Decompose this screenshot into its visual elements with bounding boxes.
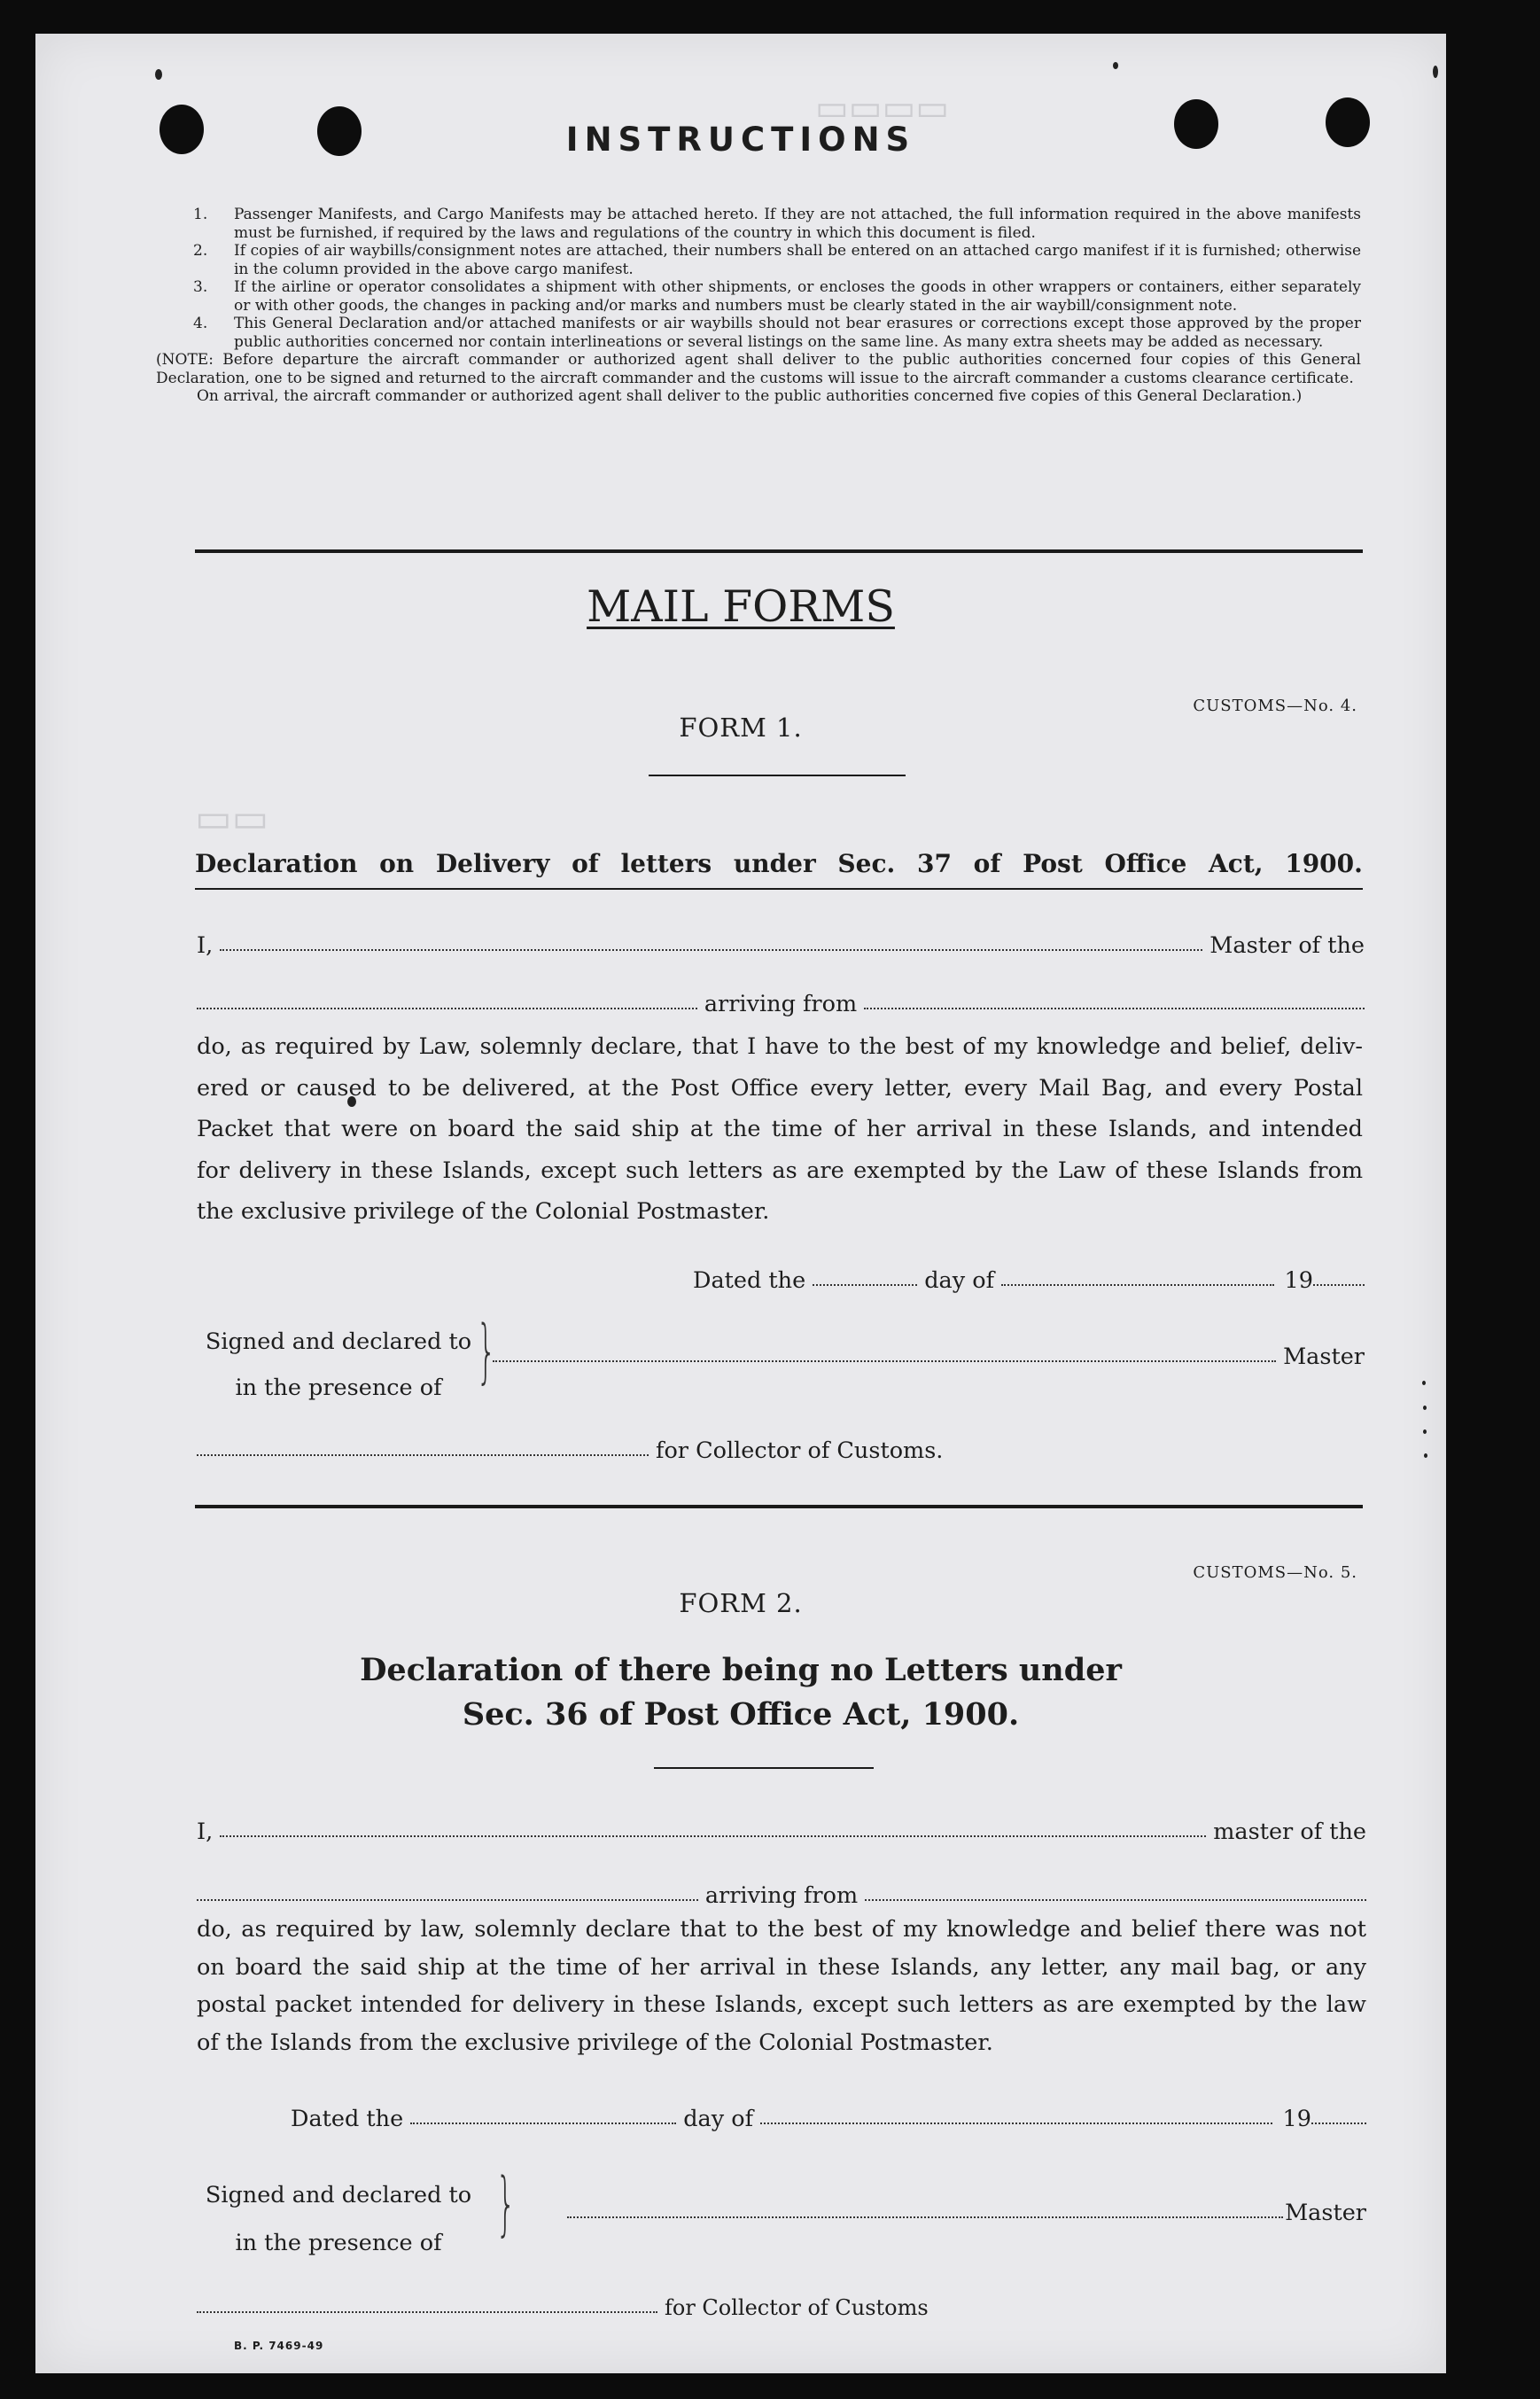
collector-signature-field[interactable] bbox=[197, 1449, 649, 1456]
speck bbox=[1423, 1406, 1427, 1410]
speck bbox=[155, 69, 162, 80]
declaration-heading-word: on bbox=[379, 849, 415, 878]
i-label: I, bbox=[197, 932, 214, 959]
form1-master-line bbox=[197, 932, 1365, 959]
declaration-line: Packet that were on board the said ship at the time of her arrival in these Islands, and intended bbox=[197, 1116, 1363, 1142]
speck bbox=[1422, 1381, 1426, 1385]
form1-master-signature-line bbox=[493, 1344, 1365, 1370]
declaration-heading-word: Office bbox=[1104, 849, 1187, 878]
declaration-heading-word: of bbox=[572, 849, 599, 878]
presence-of-label: in the presence of bbox=[235, 1375, 442, 1401]
instruction-text: If the airline or operator consolidates a shipment with other shipments, or encloses the goods in other wrappers or containers, either separately or with other goods, the changes in packing and/or marks and numbers must be clearly stated in the air waybill/consignment note. bbox=[234, 278, 1361, 315]
declaration-heading-word: Delivery bbox=[435, 849, 550, 878]
master-name-field[interactable] bbox=[220, 1830, 1206, 1837]
bleed-through-mark: ▭▭ bbox=[195, 796, 269, 841]
document-page bbox=[35, 34, 1446, 2373]
master-label: Master bbox=[1283, 1344, 1365, 1370]
i-label: I, bbox=[197, 1819, 214, 1845]
form2-title-rule bbox=[654, 1767, 874, 1769]
brace-icon: } bbox=[476, 1312, 496, 1391]
declaration-line: for delivery in these Islands, except such letters as are exempted by the Law of these Islands from bbox=[197, 1157, 1363, 1184]
declaration-line: on board the said ship at the time of her arrival in these Islands, any letter, any mail bag, or any bbox=[197, 1953, 1366, 1981]
date-day-field[interactable] bbox=[410, 2117, 676, 2124]
instruction-item bbox=[193, 242, 1361, 278]
brace-icon: } bbox=[495, 2164, 516, 2244]
master-label: Master bbox=[1285, 2200, 1366, 2226]
master-signature-field[interactable] bbox=[493, 1355, 1276, 1362]
instruction-item bbox=[193, 206, 1361, 242]
ship-name-field[interactable] bbox=[197, 1894, 698, 1901]
declaration-heading-word: 1900. bbox=[1285, 849, 1363, 878]
instruction-note-arrival: On arrival, the aircraft commander or authorized agent shall deliver to the public authorities concerned five copies of this General Declaration.) bbox=[197, 387, 1303, 405]
dated-the-label: Dated the bbox=[291, 2106, 404, 2132]
instruction-number: 2. bbox=[193, 242, 208, 260]
declaration-heading-word: under bbox=[733, 849, 816, 878]
customs-number-form2: CUSTOMS—No. 5. bbox=[1193, 1563, 1357, 1582]
declaration-heading-word: of bbox=[973, 849, 1001, 878]
arriving-from-label: arriving from bbox=[704, 991, 858, 1017]
instruction-note-departure: (NOTE: Before departure the aircraft commander or authorized agent shall deliver to the public authorities concerned four copies of this General Declaration, one to be signed and returned to the aircraft commander and the customs will issue to the aircraft commander a customs clearance certificate. bbox=[156, 351, 1361, 387]
day-of-label: day of bbox=[683, 2106, 754, 2132]
master-of-the-label: Master of the bbox=[1209, 932, 1365, 959]
speck bbox=[1433, 66, 1438, 78]
declaration-heading-word: Declaration bbox=[195, 849, 358, 878]
arriving-from-field[interactable] bbox=[864, 1002, 1365, 1009]
date-month-field[interactable] bbox=[760, 2117, 1272, 2124]
form2-declaration-text bbox=[197, 1911, 1366, 2061]
instruction-item bbox=[193, 278, 1361, 315]
form2-master-signature-line bbox=[567, 2200, 1366, 2226]
form2-heading-line: Sec. 36 of Post Office Act, 1900. bbox=[462, 1696, 1020, 1733]
declaration-heading-word: Act, bbox=[1209, 849, 1264, 878]
form2-title: FORM 2. bbox=[679, 1588, 803, 1618]
form1-dated-line bbox=[693, 1267, 1365, 1294]
collector-label: for Collector of Customs. bbox=[656, 1437, 944, 1464]
declaration-line: do, as required by law, solemnly declare that to the best of my knowledge and belief there was not bbox=[197, 1916, 1366, 1943]
instruction-text: This General Declaration and/or attached manifests or air waybills should not bear erasures or corrections except those approved by the proper public authorities concerned nor contain interlineations or several listings on the same line. As many extra sheets may be added as necessary. bbox=[234, 315, 1361, 351]
form1-title: FORM 1. bbox=[679, 713, 803, 743]
signed-declared-label: Signed and declared to bbox=[205, 1328, 472, 1355]
instruction-number: 3. bbox=[193, 278, 208, 296]
bleed-through-mark: ▭▭▭▭ bbox=[815, 87, 950, 129]
master-name-field[interactable] bbox=[220, 944, 1202, 951]
declaration-line: postal packet intended for delivery in these Islands, except such letters as are exempted by the law bbox=[197, 1991, 1366, 2018]
form1-declaration-heading bbox=[195, 849, 1363, 878]
signed-declared-label: Signed and declared to bbox=[205, 2182, 472, 2208]
form1-heading-rule bbox=[195, 888, 1363, 890]
customs-number-form1: CUSTOMS—No. 4. bbox=[1193, 697, 1357, 715]
arriving-from-field[interactable] bbox=[865, 1894, 1366, 1901]
form1-signed-label bbox=[197, 1319, 480, 1411]
collector-label: for Collector of Customs bbox=[665, 2295, 929, 2320]
speck bbox=[1113, 62, 1118, 69]
form2-master-line bbox=[197, 1819, 1366, 1845]
instruction-number: 4. bbox=[193, 315, 208, 332]
mail-forms-title: MAIL FORMS bbox=[587, 581, 895, 632]
master-signature-field[interactable] bbox=[567, 2211, 1283, 2218]
instructions-list bbox=[156, 206, 1361, 406]
form1-arriving-line bbox=[197, 991, 1365, 1017]
declaration-heading-word: letters bbox=[620, 849, 712, 878]
instruction-text: Passenger Manifests, and Cargo Manifests may be attached hereto. If they are not attached, the full information required in the above manifests must be furnished, if required by the laws and regulations of the country in which this document is filed. bbox=[234, 206, 1361, 242]
declaration-heading-word: 37 bbox=[916, 849, 952, 878]
form-divider bbox=[195, 1505, 1363, 1508]
day-of-label: day of bbox=[924, 1267, 995, 1294]
form2-heading-line: Declaration of there being no Letters under bbox=[360, 1652, 1122, 1688]
declaration-line: ered or caused to be delivered, at the Post Office every letter, every Mail Bag, and every Postal bbox=[197, 1074, 1363, 1102]
instruction-text: If copies of air waybills/consignment notes are attached, their numbers shall be entered on an attached cargo manifest if it is furnished; otherwise in the column provided in the above cargo manifest. bbox=[234, 242, 1361, 278]
date-month-field[interactable] bbox=[1001, 1279, 1274, 1286]
declaration-heading-word: Sec. bbox=[837, 849, 896, 878]
collector-signature-field[interactable] bbox=[197, 2306, 657, 2313]
date-year-field[interactable] bbox=[1313, 1279, 1365, 1286]
form-code: B. P. 7469-49 bbox=[234, 2340, 324, 2352]
instructions-heading: INSTRUCTIONS bbox=[565, 121, 916, 159]
speck bbox=[1423, 1429, 1427, 1434]
form2-collector-line bbox=[197, 2295, 976, 2320]
declaration-line: do, as required by Law, solemnly declare, that I have to the best of my knowledge and belief, deliv- bbox=[197, 1033, 1363, 1060]
presence-of-label: in the presence of bbox=[235, 2230, 442, 2256]
form1-collector-line bbox=[197, 1437, 1012, 1464]
declaration-line: the exclusive privilege of the Colonial Postmaster. bbox=[197, 1198, 770, 1225]
dated-the-label: Dated the bbox=[693, 1267, 806, 1294]
arriving-from-label: arriving from bbox=[704, 1882, 859, 1909]
speck bbox=[1424, 1453, 1427, 1458]
declaration-heading-word: Post bbox=[1023, 849, 1083, 878]
form2-dated-line bbox=[291, 2106, 1366, 2132]
form2-arriving-line bbox=[197, 1882, 1366, 1909]
instruction-number: 1. bbox=[193, 206, 208, 223]
date-day-field[interactable] bbox=[813, 1279, 917, 1286]
form1-title-rule bbox=[649, 775, 906, 776]
section-divider bbox=[195, 549, 1363, 553]
form2-declaration-heading bbox=[35, 1648, 1446, 1737]
instruction-item bbox=[193, 315, 1361, 351]
form2-signed-label bbox=[197, 2171, 480, 2267]
ship-name-field[interactable] bbox=[197, 1002, 697, 1009]
declaration-line: of the Islands from the exclusive privilege of the Colonial Postmaster. bbox=[197, 2029, 993, 2056]
master-of-the-label: master of the bbox=[1213, 1819, 1366, 1845]
form1-declaration-text bbox=[197, 1026, 1363, 1233]
year-prefix: 19 bbox=[1284, 1267, 1313, 1294]
year-prefix: 19 bbox=[1282, 2106, 1311, 2132]
date-year-field[interactable] bbox=[1311, 2117, 1366, 2124]
